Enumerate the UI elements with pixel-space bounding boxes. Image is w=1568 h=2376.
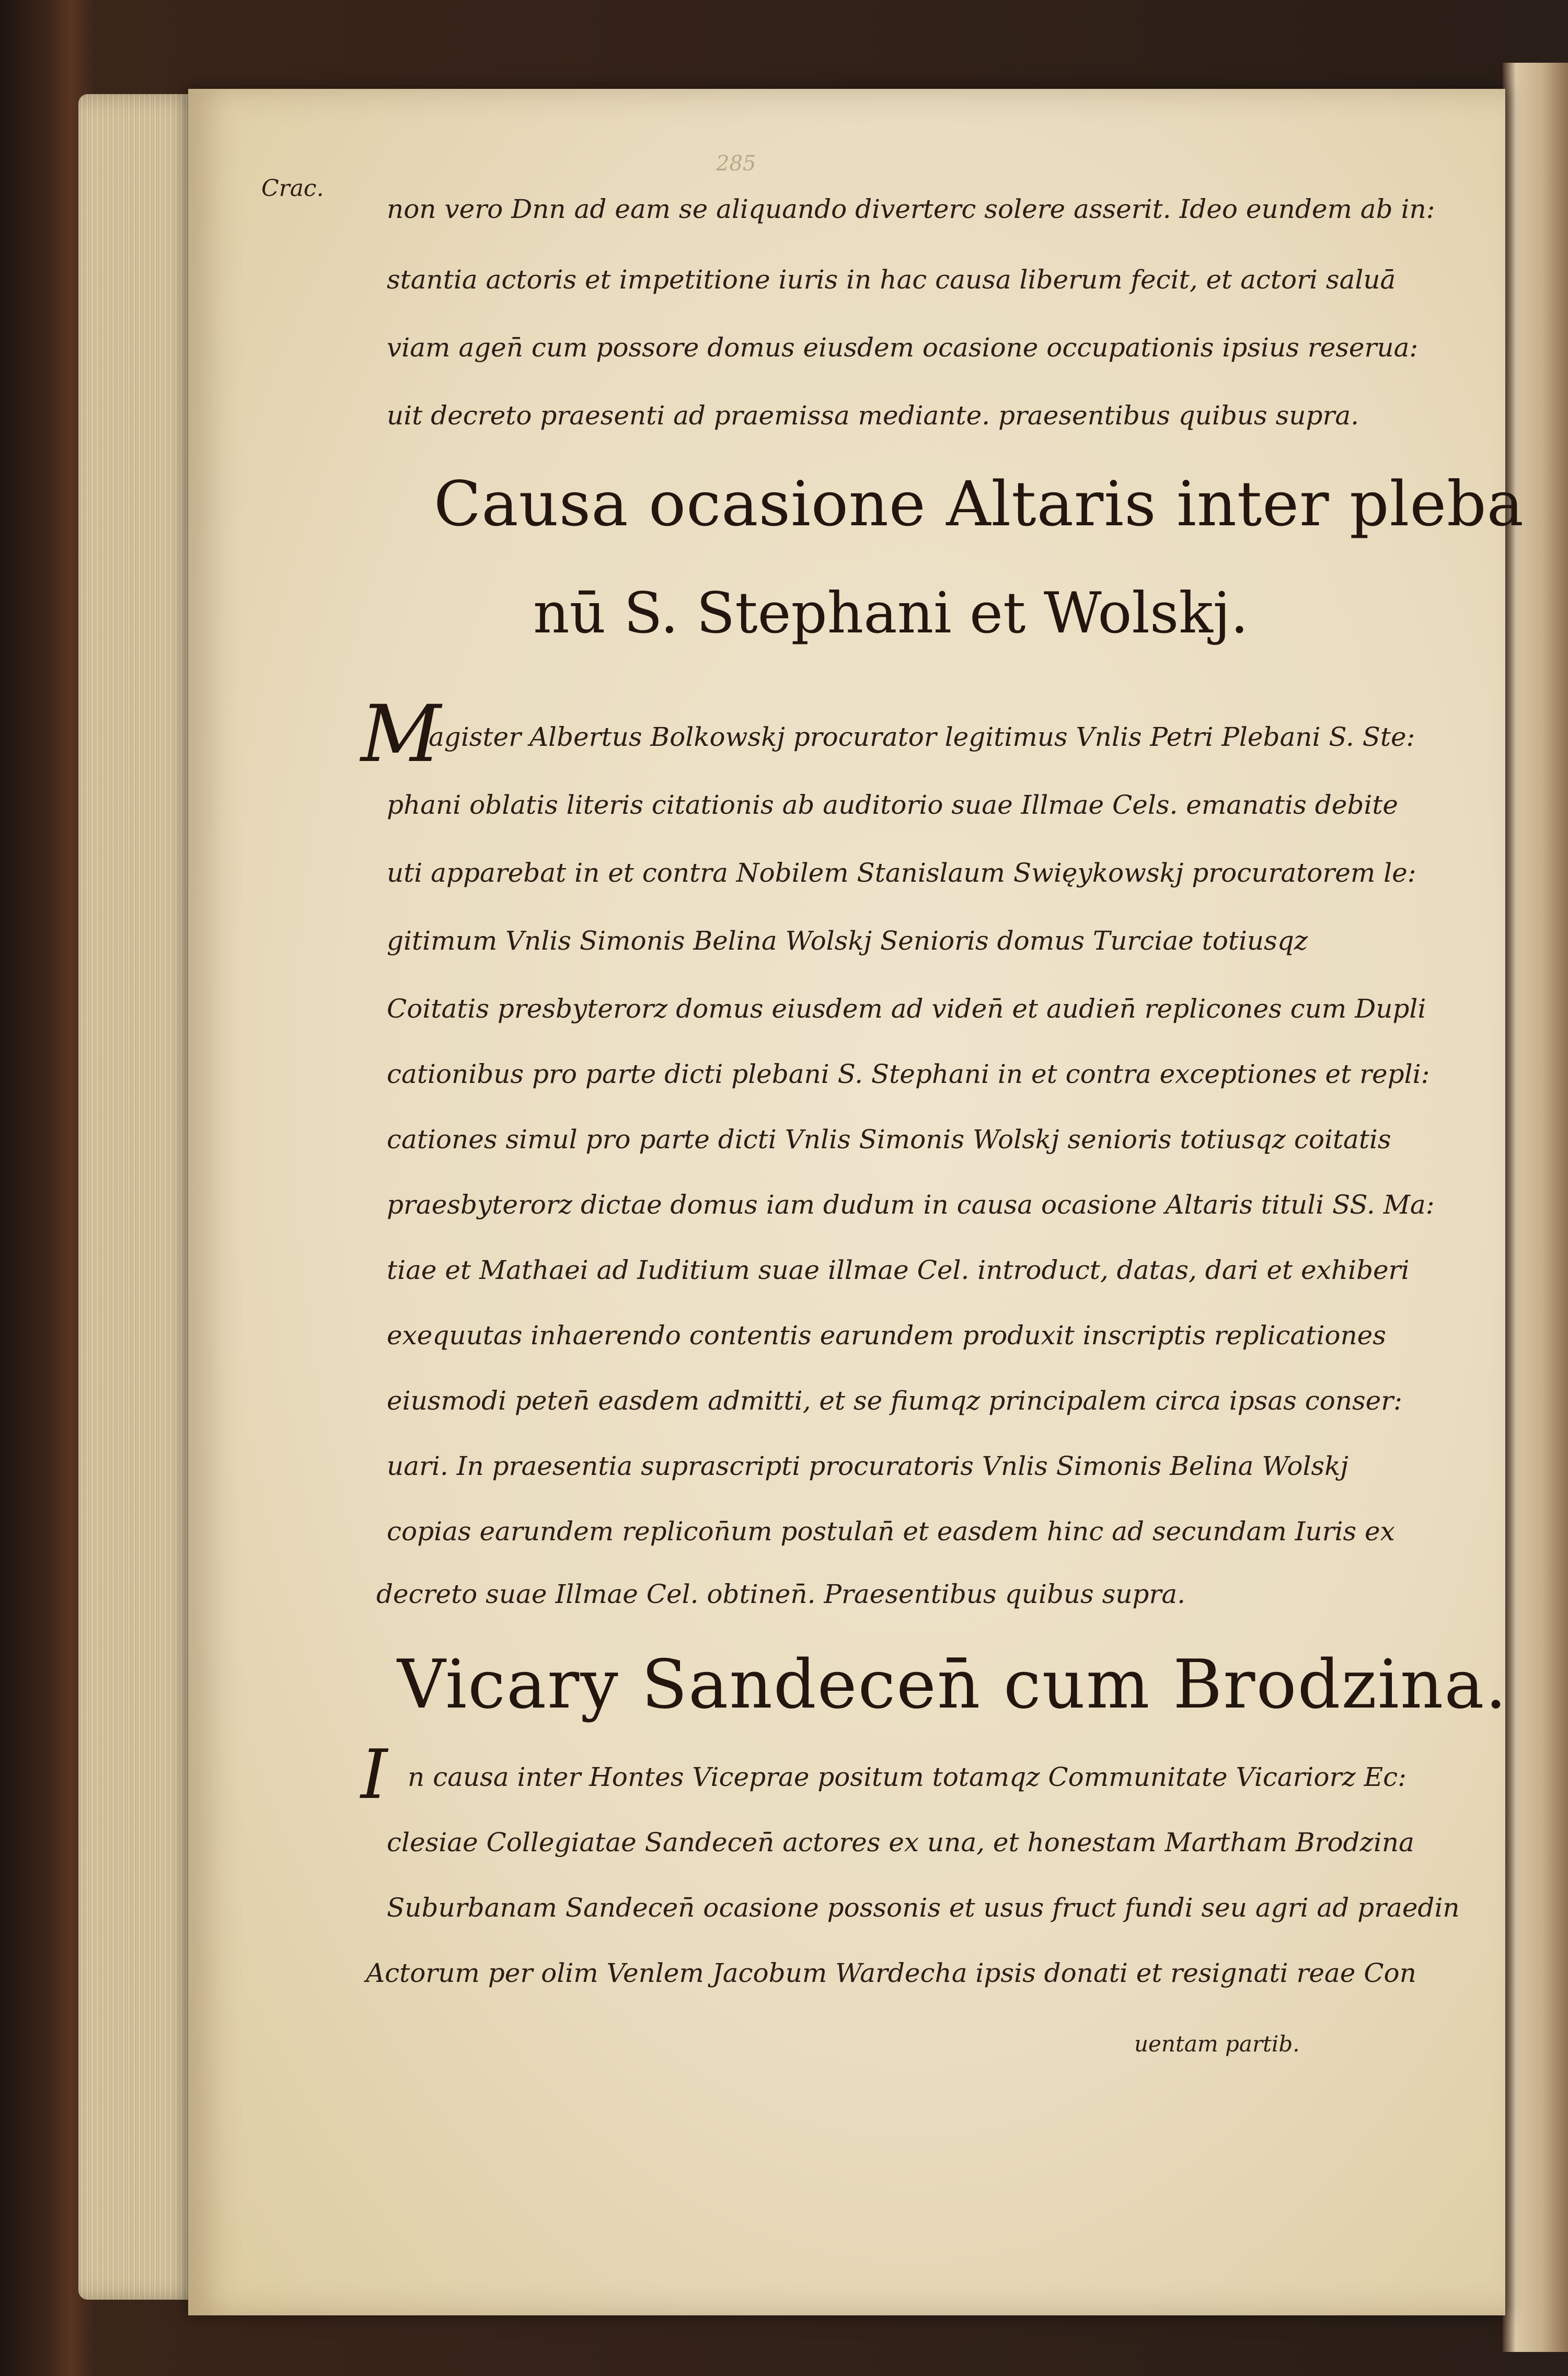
page-text — [188, 89, 1525, 2315]
section-heading: Causa ocasione Altaris inter pleba — [434, 468, 1525, 540]
text-line: cationibus pro parte dicti plebani S. Stephani in et contra exceptiones et repli: — [387, 1059, 1430, 1089]
decorated-initial: I — [361, 1735, 388, 1814]
text-line: eiusmodi peten̄ easdem admitti, et se fiumqz principalem circa ipsas conser: — [387, 1386, 1403, 1416]
text-line: Actorum per olim Venlem Jacobum Wardecha ipsis donati et resignati reae Con — [366, 1958, 1416, 1988]
decorated-initial: M — [361, 689, 441, 780]
text-line: non vero Dnn ad eam se aliquando diverterc solere asserit. Ideo eundem ab in: — [387, 194, 1435, 224]
facing-page-edge — [1503, 63, 1568, 2352]
text-line: uti apparebat in et contra Nobilem Stanislaum Swięykowskj procuratorem le: — [387, 858, 1416, 888]
text-line: exequutas inhaerendo contentis earundem produxit inscriptis replicationes — [387, 1320, 1386, 1351]
text-line: clesiae Collegiatae Sandecen̄ actores ex una, et honestam Martham Brodzina — [387, 1827, 1414, 1858]
text-line: uit decreto praesenti ad praemissa mediante. praesentibus quibus supra. — [387, 400, 1359, 431]
text-line: decreto suae Illmae Cel. obtinen̄. Praesentibus quibus supra. — [376, 1579, 1186, 1609]
text-line: phani oblatis literis citationis ab auditorio suae Illmae Cels. emanatis debite — [387, 790, 1399, 820]
text-line: tiae et Mathaei ad Iuditium suae illmae Cel. introduct, datas, dari et exhiberi — [387, 1255, 1410, 1285]
text-line: Coitatis presbyterorz domus eiusdem ad viden̄ et audien̄ replicones cum Dupli — [387, 994, 1426, 1024]
manuscript-page — [188, 89, 1525, 2315]
text-line: n causa inter Hontes Viceprae positum totamqz Communitate Vicariorz Ec: — [408, 1762, 1406, 1792]
section-heading: Vicary Sandecen̄ cum Brodzina. — [397, 1646, 1508, 1724]
text-line: uari. In praesentia suprascripti procuratoris Vnlis Simonis Belina Wolskj — [387, 1451, 1348, 1481]
text-line: Suburbanam Sandecen̄ ocasione possonis et usus fruct fundi seu agri ad praedin — [387, 1893, 1460, 1923]
section-heading: nū S. Stephani et Wolskj. — [533, 581, 1249, 646]
text-line: praesbyterorz dictae domus iam dudum in causa ocasione Altaris tituli SS. Ma: — [387, 1190, 1435, 1220]
text-line: cationes simul pro parte dicti Vnlis Simonis Wolskj senioris totiusqz coitatis — [387, 1124, 1391, 1155]
text-line: copias earundem replicon̄um postulan̄ et easdem hinc ad secundam Iuris ex — [387, 1516, 1395, 1547]
catchword: uentam partib. — [1134, 2031, 1300, 2057]
margin-note: Crac. — [261, 175, 324, 202]
text-line: gitimum Vnlis Simonis Belina Wolskj Senioris domus Turciae totiusqz — [387, 926, 1308, 956]
folio-number: 285 — [716, 152, 756, 176]
text-line: viam agen̄ cum possore domus eiusdem ocasione occupationis ipsius reserua: — [387, 332, 1419, 363]
page-edges — [78, 94, 204, 2300]
text-line: stantia actoris et impetitione iuris in hac causa liberum fecit, et actori saluā — [387, 264, 1396, 295]
text-line: agister Albertus Bolkowskj procurator legitimus Vnlis Petri Plebani S. Ste: — [429, 722, 1415, 752]
